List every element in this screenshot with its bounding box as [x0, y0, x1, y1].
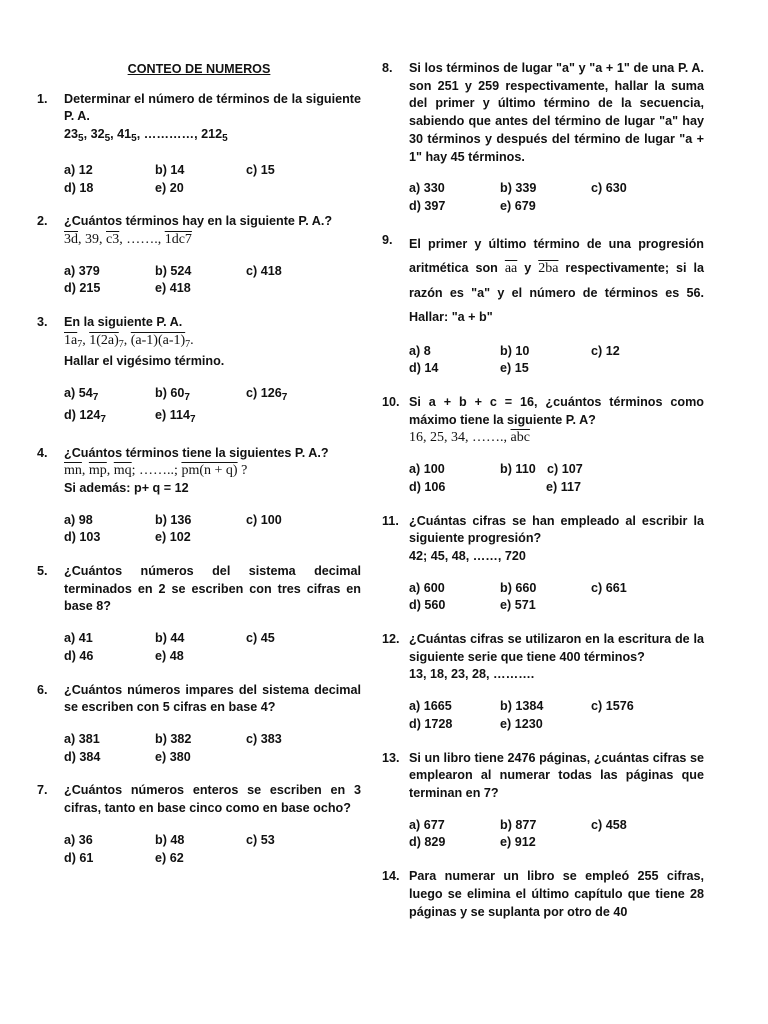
question-number: 10. [382, 395, 400, 410]
option-e: e) 15 [500, 361, 529, 376]
question-number: 12. [382, 632, 400, 647]
question-text: ¿Cuántos números impares del sistema decimal se escriben con 5 cifras en base 4? [64, 682, 361, 715]
question-10 [382, 394, 704, 497]
sequence [64, 126, 361, 148]
option-e: e) 679 [500, 198, 536, 213]
option-d: d) 46 [64, 648, 94, 663]
option-d: d) 397 [409, 198, 446, 213]
options [64, 385, 361, 428]
options [64, 512, 361, 547]
page-title: CONTEO DE NUMEROS [127, 62, 271, 76]
option-c: c) 630 [591, 181, 627, 196]
option-d: d) 215 [64, 281, 101, 296]
question-3 [37, 314, 361, 429]
options [409, 343, 704, 378]
question-7 [37, 782, 361, 867]
options [409, 580, 704, 615]
option-b: b) $60_7$ [155, 386, 190, 404]
question-number: 1. [37, 91, 48, 106]
question-text: ¿Cuántos números del sistema decimal terminados en 2 se escriben con tres cifras en base 8? [64, 564, 361, 614]
question-text: ¿Cuántas cifras se utilizaron en la escritura de la siguiente serie que tiene 400 términos? [409, 632, 704, 664]
question-2 [37, 213, 361, 298]
seq-term: , …………, 212 [136, 127, 223, 142]
option-d: d) 106 [409, 479, 446, 494]
option-d: d) 384 [64, 749, 101, 764]
option-a: a) 8 [409, 343, 431, 358]
options [64, 263, 361, 298]
right-column [382, 60, 704, 937]
options [409, 180, 704, 215]
question-number: 7. [37, 783, 48, 798]
option-c: c) 661 [591, 580, 627, 595]
question-11 [382, 513, 704, 616]
option-e: e) 20 [155, 180, 184, 195]
option-a: a) 1665 [409, 699, 452, 714]
question-number: 8. [382, 61, 393, 75]
question-8 [382, 60, 704, 216]
question-text: Determinar el número de términos de la siguiente P. A. [64, 91, 361, 124]
option-c: c) 100 [246, 512, 282, 527]
option-b: b) 339 [500, 181, 537, 196]
base-subscript: 5 [78, 133, 84, 145]
question-9 [382, 232, 704, 378]
option-a: a) 600 [409, 580, 445, 595]
question-text: Si a + b + c = 16, ¿cuántos términos como máximo tiene la siguiente P. A? [409, 395, 704, 427]
base-subscript: 5 [104, 133, 111, 145]
option-b: b) 382 [155, 731, 192, 746]
question-number: 13. [382, 750, 400, 765]
option-c: c) 1576 [591, 699, 634, 714]
option-c: c) 418 [246, 263, 282, 278]
options [64, 731, 361, 766]
question-number: 6. [37, 682, 48, 697]
option-c: c) 107 [547, 462, 583, 477]
options [64, 832, 361, 867]
left-column [37, 60, 361, 883]
option-b: b) 877 [500, 817, 537, 832]
option-e: e) 418 [155, 281, 191, 296]
option-c: c) $126_7$ [246, 386, 288, 404]
question-text: ¿Cuántos términos hay en la siguiente P. A.? [64, 214, 333, 229]
math-expression: $\overline{mn}$, $\overline{mp}$, $\overline{mq}$; ……..; pm(n + q) ? [64, 463, 248, 479]
option-d: d) 14 [409, 361, 439, 376]
question-1 [37, 91, 361, 198]
question-14 [382, 868, 704, 921]
option-d: d) 103 [64, 530, 101, 545]
question-text: ¿Cuántos términos tiene la siguientes P. A.? [64, 445, 329, 460]
option-e: e) 912 [500, 835, 536, 850]
option-a: a) 36 [64, 832, 93, 847]
question-extra: 13, 18, 23, 28, ………. [409, 667, 535, 682]
question-text: ¿Cuántos números enteros se escriben en 3 cifras, tanto en base cinco como en base ocho? [64, 783, 361, 816]
question-number: 14. [382, 869, 400, 884]
option-c: c) 53 [246, 832, 275, 847]
math-expression: $1a_7$, $1(2a)_7$, $(a-1)(a-1)_7$. [64, 332, 194, 350]
option-d: d) 61 [64, 850, 94, 865]
question-text: El primer y último término de una progresión aritmética son $\overline{aa}$ y 2ba respectivamente; si la razón es "a" y el número de términos es 56. Hallar: "a + b" [409, 236, 704, 324]
question-13 [382, 750, 704, 853]
option-e: e) 380 [155, 749, 191, 764]
option-a: a) 381 [64, 731, 100, 746]
option-a: a) 12 [64, 162, 93, 177]
options [64, 162, 361, 197]
option-c: c) 45 [246, 631, 275, 646]
option-c: c) 458 [591, 817, 627, 832]
question-text: Si los términos de lugar "a" y "a + 1" de una P. A. son 251 y 259 respectivamente, hallar la suma del primer y último término de la secuencia, sabiendo que antes del término de lugar "a" hay 30 términos y después del término de lugar "a + 1" hay 45 términos. [409, 61, 704, 164]
seq-term: 23 [64, 127, 79, 142]
seq-term: , 41 [110, 127, 132, 142]
option-d: d) 18 [64, 180, 94, 195]
question-text: Si un libro tiene 2476 páginas, ¿cuántas cifras se emplearon al numerar todas las páginas que terminan en 7? [409, 750, 704, 800]
option-e: e) 62 [155, 850, 184, 865]
option-d: d) $124_7$ [64, 407, 106, 425]
option-e: e) $114_7$ [155, 407, 196, 425]
option-b: b) 10 [500, 343, 530, 358]
question-number: 2. [37, 214, 48, 229]
question-6 [37, 682, 361, 767]
option-b: b) 1384 [500, 699, 544, 714]
question-number: 5. [37, 564, 48, 579]
option-a: a) 100 [409, 462, 445, 477]
question-5 [37, 563, 361, 666]
option-b: b) 136 [155, 512, 192, 527]
question-text: En la siguiente P. A. [64, 315, 183, 330]
option-a: a) $54_7$ [64, 386, 99, 404]
question-number: 3. [37, 315, 48, 330]
question-4 [37, 445, 361, 548]
options [409, 698, 704, 733]
option-b: b) 660 [500, 580, 537, 595]
option-a: a) 677 [409, 817, 445, 832]
option-b: b) 44 [155, 631, 185, 646]
option-b: b) 14 [155, 162, 185, 177]
options [409, 461, 704, 496]
option-b: b) 524 [155, 263, 192, 278]
option-e: e) 48 [155, 648, 184, 663]
option-a: a) 41 [64, 631, 93, 646]
option-e: e) 571 [500, 598, 536, 613]
option-b: b) 110 [500, 462, 536, 477]
option-d: d) 1728 [409, 716, 453, 731]
option-d: d) 829 [409, 835, 446, 850]
option-e: e) 1230 [500, 716, 543, 731]
question-text: Para numerar un libro se empleó 255 cifras, luego se elimina el último capítulo que tiene 28 páginas y se suplanta por otro de 40 [409, 869, 704, 919]
base-subscript: 5 [131, 133, 137, 145]
option-e: e) 102 [155, 530, 191, 545]
option-e: e) 117 [546, 479, 582, 494]
option-d: d) 560 [409, 598, 446, 613]
question-extra: 42; 45, 48, ……, 720 [409, 548, 526, 563]
math-expression: 3d, 39, c3, ……., 1dc7 [64, 231, 192, 247]
question-number: 4. [37, 445, 48, 460]
options [64, 630, 361, 665]
question-12 [382, 631, 704, 734]
option-a: a) 330 [409, 181, 445, 196]
seq-term: , 32 [83, 127, 105, 142]
math-expression: 16, 25, 34, ……., $\overline{abc}$ [409, 430, 530, 446]
question-extra: Hallar el vigésimo término. [64, 354, 225, 369]
question-number: 9. [382, 232, 393, 247]
base-subscript: 5 [222, 133, 228, 145]
option-c: c) 15 [246, 162, 275, 177]
question-extra: Si además: p+ q = 12 [64, 480, 189, 495]
options [409, 817, 704, 852]
question-text: ¿Cuántas cifras se han empleado al escribir la siguiente progresión? [409, 513, 704, 546]
option-a: a) 98 [64, 512, 93, 527]
question-number: 11. [382, 513, 399, 528]
option-a: a) 379 [64, 263, 100, 278]
option-c: c) 383 [246, 731, 282, 746]
option-c: c) 12 [591, 343, 620, 358]
option-b: b) 48 [155, 832, 185, 847]
